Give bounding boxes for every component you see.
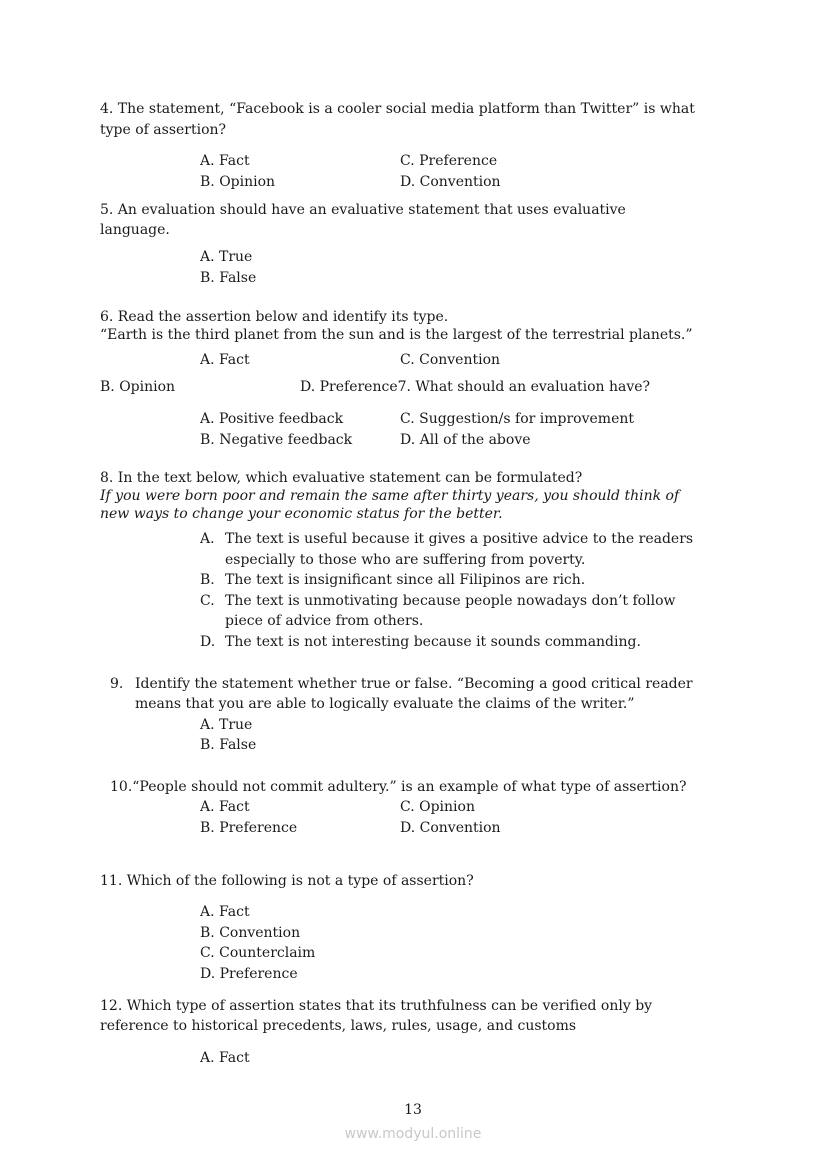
q4-option-d: D. Convention	[400, 174, 501, 190]
q8-option-d-letter: D.	[200, 634, 216, 650]
q8-option-b: The text is insignificant since all Filipinos are rich.	[225, 572, 586, 588]
q5-option-a: A. True	[200, 249, 253, 265]
q8-passage: If you were born poor and remain the same after thirty years, you should think of	[100, 488, 680, 504]
q7-option-a: A. Positive feedback	[200, 411, 344, 427]
page-number: 13	[404, 1102, 422, 1118]
q8-passage: new ways to change your economic status for the better.	[100, 506, 503, 522]
q8-option-c: piece of advice from others.	[225, 613, 424, 629]
q5-stem: 5. An evaluation should have an evaluative statement that uses evaluative	[100, 202, 626, 218]
q9-number: 9.	[110, 676, 124, 692]
q6-option-a: A. Fact	[200, 352, 250, 368]
q8-option-b-letter: B.	[200, 572, 215, 588]
q10-option-a: A. Fact	[200, 799, 250, 815]
q6-option-c: C. Convention	[400, 352, 501, 368]
q6-stem: 6. Read the assertion below and identify its type.	[100, 309, 449, 325]
q11-stem: 11. Which of the following is not a type of assertion?	[100, 873, 474, 889]
q4-option-b: B. Opinion	[200, 174, 276, 190]
q11-option-d: D. Preference	[200, 966, 298, 982]
q7-option-c: C. Suggestion/s for improvement	[400, 411, 635, 427]
q11-option-b: B. Convention	[200, 925, 301, 941]
q10-option-b: B. Preference	[200, 820, 298, 836]
q4-stem: 4. The statement, “Facebook is a cooler social media platform than Twitter” is what	[100, 101, 695, 117]
q5-stem: language.	[100, 222, 170, 238]
q12-stem: reference to historical precedents, laws, rules, usage, and customs	[100, 1018, 577, 1034]
q10-stem: 10.“People should not commit adultery.” is an example of what type of assertion?	[110, 779, 687, 795]
q9-option-a: A. True	[200, 717, 253, 733]
q11-option-c: C. Counterclaim	[200, 945, 316, 961]
watermark: www.modyul.online	[344, 1126, 482, 1142]
q10-option-d: D. Convention	[400, 820, 501, 836]
q8-option-c: The text is unmotivating because people nowadays don’t follow	[225, 593, 676, 609]
q4-stem: type of assertion?	[100, 122, 227, 138]
q7-option-d: D. All of the above	[400, 432, 531, 448]
q6-assertion: “Earth is the third planet from the sun and is the largest of the terrestrial planets.”	[100, 327, 693, 343]
q8-option-d: The text is not interesting because it sounds commanding.	[225, 634, 641, 650]
q12-stem: 12. Which type of assertion states that its truthfulness can be verified only by	[100, 998, 653, 1014]
q4-option-c: C. Preference	[400, 153, 498, 169]
q9-option-b: B. False	[200, 737, 257, 753]
q5-option-b: B. False	[200, 270, 257, 286]
q10-option-c: C. Opinion	[400, 799, 475, 815]
q6-option-b: B. Opinion	[100, 379, 176, 395]
q8-stem: 8. In the text below, which evaluative statement can be formulated?	[100, 470, 583, 486]
q4-option-a: A. Fact	[200, 153, 250, 169]
q8-option-a: The text is useful because it gives a positive advice to the readers	[225, 531, 694, 547]
q9-stem: means that you are able to logically evaluate the claims of the writer.”	[135, 696, 635, 712]
q11-option-a: A. Fact	[200, 904, 250, 920]
q7-option-b: B. Negative feedback	[200, 432, 353, 448]
q6-option-d-q7-stem: D. Preference7. What should an evaluation have?	[300, 379, 651, 395]
q8-option-c-letter: C.	[200, 593, 215, 609]
q12-option-a: A. Fact	[200, 1050, 250, 1066]
q8-option-a: especially to those who are suffering from poverty.	[225, 552, 586, 568]
q9-stem: Identify the statement whether true or false. “Becoming a good critical reader	[135, 676, 693, 692]
q8-option-a-letter: A.	[200, 531, 215, 547]
